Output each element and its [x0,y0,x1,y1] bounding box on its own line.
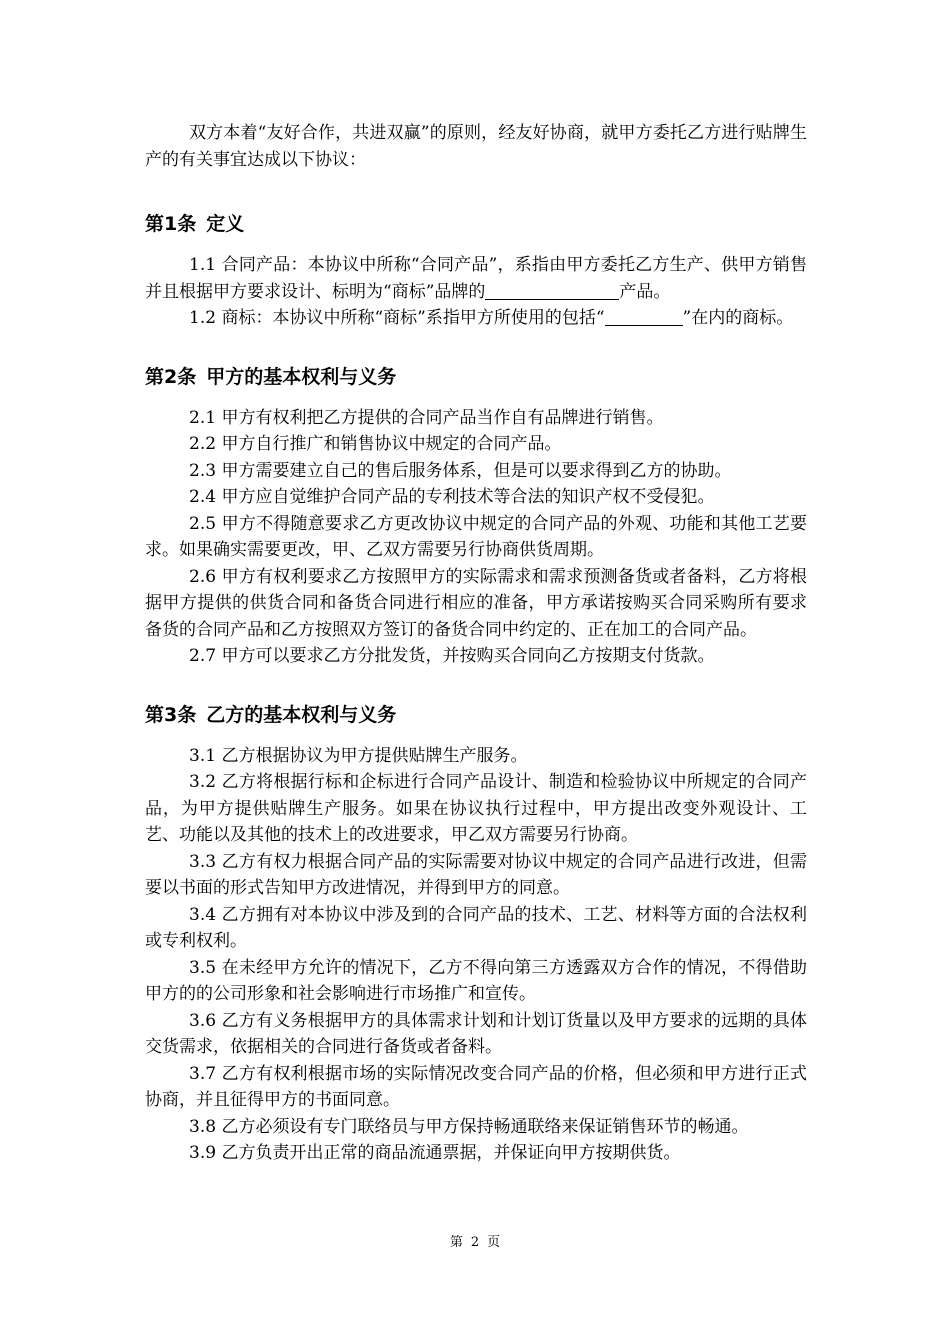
clause-2-1: 2.1 甲方有权利把乙方提供的合同产品当作自有品牌进行销售。 [189,407,664,428]
page-label-prefix: 第 [449,1235,463,1250]
fill-in-blank [485,281,619,300]
clause-2-7: 2.7 甲方可以要求乙方分批发货，并按购买合同向乙方按期支付货款。 [189,646,715,666]
fill-in-blank [605,307,683,326]
clause-3-6: 3.6 乙方有义务根据甲方的具体需求计划和计划订货量以及甲方要求的远期的具体交货需求，依据相关的合同进行备货或者备料。 [145,1010,807,1057]
clause-3-7: 3.7 乙方有权利根据市场的实际情况改变合同产品的价格，但必须和甲方进行正式协商，并且征得甲方的书面同意。 [145,1063,807,1110]
clause-3-5: 3.5 在未经甲方允许的情况下，乙方不得向第三方透露双方合作的情况，不得借助甲方的的公司形象和社会影响进行市场推广和宣传。 [145,957,807,1004]
clause-text: ”在内的商标。 [682,308,794,328]
clause-2-4: 2.4 甲方应自觉维护合同产品的专利技术等合法的知识产权不受侵犯。 [189,487,715,507]
section-number: 第3条 [145,703,197,726]
section-number: 第2条 [145,365,197,388]
section-title: 甲方的基本权利与义务 [206,365,397,388]
clause-2-3: 2.3 甲方需要建立自己的售后服务体系，但是可以要求得到乙方的协助。 [189,460,732,481]
section-heading-1 [145,211,807,237]
clause-2-5: 2.5 甲方不得随意要求乙方更改协议中规定的合同产品的外观、功能和其他工艺要求。如果确实需要更改，甲、乙双方需要另行协商供货周期。 [145,513,807,560]
clause-text: 1.2 商标：本协议中所称“商标”系指甲方所使用的包括“ [189,308,605,328]
clause-2-6: 2.6 甲方有权利要求乙方按照甲方的实际需求和需求预测备货或者备料，乙方将根据甲方提供的供货合同和备货合同进行相应的准备，甲方承诺按购买合同采购所有要求备货的合同产品和乙方按照双方签订的备货合同中约定的、正在加工的合同产品。 [145,566,807,640]
clause-1-2 [145,305,807,332]
clause-text: 1.1 合同产品：本协议中所称“合同产品”，系指由甲方委托乙方生产、供甲方销售并且根据甲方要求设计、标明为“商标”品牌的 [145,255,807,302]
intro-paragraph: 双方本着“友好合作，共进双赢”的原则，经友好协商，就甲方委托乙方进行贴牌生产的有关事宜达成以下协议： [145,123,807,170]
clause-3-4: 3.4 乙方拥有对本协议中涉及到的合同产品的技术、工艺、材料等方面的合法权利或专利权利。 [145,904,807,951]
clause-2-2: 2.2 甲方自行推广和销售协议中规定的合同产品。 [189,434,562,454]
clause-1-1 [145,252,807,305]
section-number: 第1条 [145,213,197,235]
clause-3-2: 3.2 乙方将根据行标和企标进行合同产品设计、制造和检验协议中所规定的合同产品，为甲方提供贴牌生产服务。如果在协议执行过程中，甲方提出改变外观设计、工艺、功能以及其他的技术上的改进要求，甲乙双方需要另行协商。 [145,772,807,845]
document-page [145,120,807,1167]
page-label-suffix: 页 [487,1235,501,1250]
clause-3-3: 3.3 乙方有权力根据合同产品的实际需要对协议中规定的合同产品进行改进，但需要以书面的形式告知甲方改进情况，并得到甲方的同意。 [145,851,807,898]
section-title: 乙方的基本权利与义务 [206,703,397,726]
clause-3-9: 3.9 乙方负责开出正常的商品流通票据，并保证向甲方按期供货。 [189,1143,681,1163]
clause-3-1: 3.1 乙方根据协议为甲方提供贴牌生产服务。 [189,745,528,766]
clause-text: 产品。 [619,281,671,302]
page-number: 2 [470,1235,480,1250]
clause-3-8: 3.8 乙方必须设有专门联络员与甲方保持畅通联络来保证销售环节的畅通。 [189,1116,749,1137]
section-heading-2 [145,364,807,390]
page-footer [0,1234,950,1252]
section-title: 定义 [206,213,245,235]
section-heading-3 [145,702,807,728]
